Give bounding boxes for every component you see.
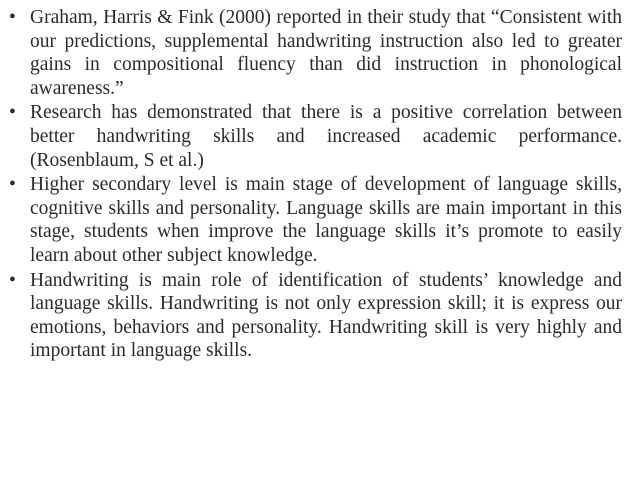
bullet-text: Research has demonstrated that there is a positive correlation between better handwriting skills and increased academic performance. (Rosenblaum, S et al.) <box>30 102 622 171</box>
bullet-text: Higher secondary level is main stage of development of language skills, cognitive skills and personality. Language skills are main important in this stage, students when improve the language skills it’s promote to easily learn about other subject knowledge. <box>30 174 622 266</box>
bullet-item-research-correlation <box>8 101 622 172</box>
bullet-icon: • <box>9 174 16 196</box>
bullet-icon: • <box>9 102 16 124</box>
bullet-item-higher-secondary <box>8 173 622 267</box>
bullet-icon: • <box>9 7 16 28</box>
bullet-text: Handwriting is main role of identification of students’ knowledge and language skills. Handwriting is not only expression skill; it is express our emotions, behaviors and personality. Handwriting skill is very highly and important in language skills. <box>30 269 622 362</box>
bullet-icon: • <box>9 269 16 291</box>
bullet-text: Graham, Harris & Fink (2000) reported in their study that “Consistent with our predictions, supplemental handwriting instruction also led to greater gains in compositional fluency than did instruction in phonological awareness.” <box>30 7 622 99</box>
bullet-list <box>8 6 622 364</box>
bullet-item-handwriting-role <box>8 269 622 363</box>
bullet-item-graham-study <box>8 6 622 100</box>
